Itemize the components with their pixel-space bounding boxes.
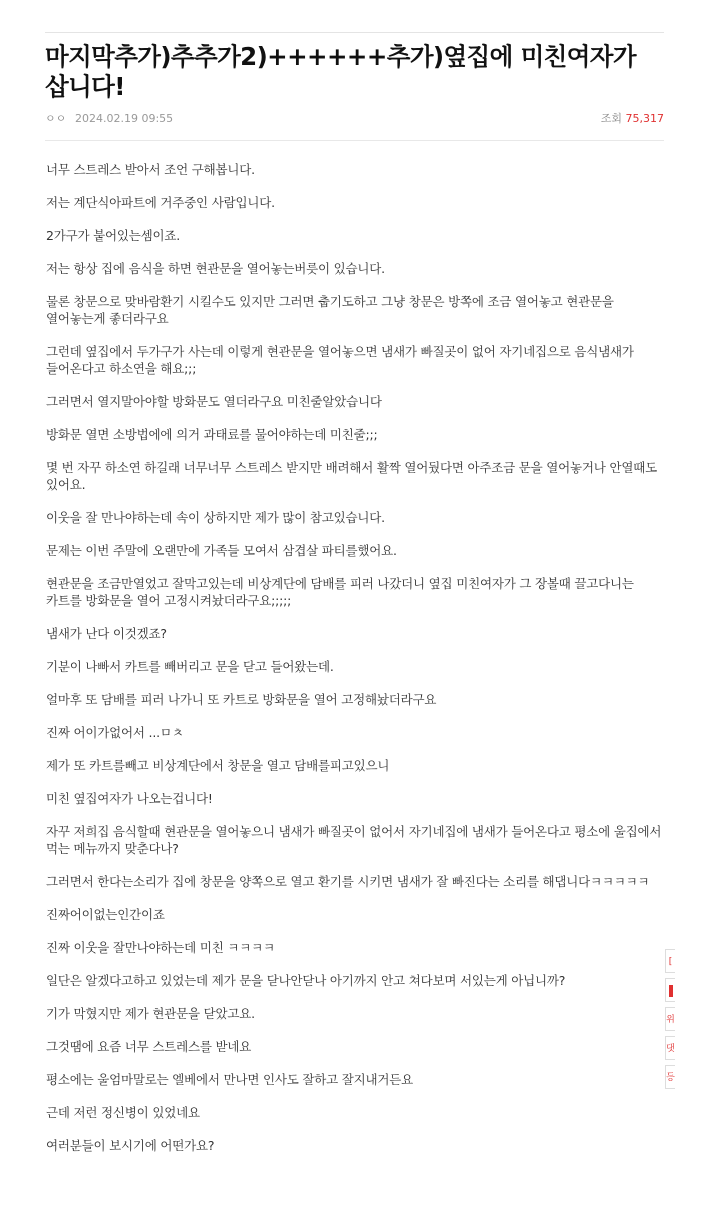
content-paragraph: 진짜 이웃을 잘만나야하는데 미친 ㅋㅋㅋㅋ <box>46 940 275 955</box>
post-date: 2024.02.19 09:55 <box>75 112 174 125</box>
side-tool-bar <box>665 949 677 1094</box>
meta-divider <box>45 140 664 141</box>
content-paragraph: 몇 번 자꾸 하소연 하길래 너무너무 스트레스 받지만 배려해서 활짝 열어뒀다면 아주조금 문을 열어놓거나 안열때도 있어요. <box>46 460 657 492</box>
content-paragraph: 자꾸 저희집 음식할때 현관문을 열어놓으니 냄새가 빠질곳이 없어서 자기네집에 냄새가 들어온다고 평소에 울집에서 먹는 메뉴까지 맞춘다나? <box>46 824 662 856</box>
content-paragraph: 일단은 알겠다고하고 있었는데 제가 문을 닫나안닫나 아기까지 안고 쳐다보며 서있는게 아닙니까? <box>46 973 566 988</box>
content-paragraph: 방화문 열면 소방법에에 의거 과태료를 물어야하는데 미친줄;;; <box>46 427 378 442</box>
bracket-icon: [ <box>668 957 673 967</box>
comment-icon: 댓 <box>666 1044 675 1054</box>
content-paragraph: 얼마후 또 담배를 피러 나가니 또 카트로 방화문을 열어 고정해놨더라구요 <box>46 692 437 707</box>
side-button-bracket[interactable] <box>665 949 675 973</box>
content-paragraph: 진짜어이없는인간이죠 <box>46 907 165 922</box>
side-button-red[interactable] <box>665 978 675 1002</box>
content-paragraph: 진짜 어이가없어서 ...ㅁㅊ <box>46 725 184 740</box>
view-count <box>601 111 664 127</box>
post-title: 마지막추가)추추가2)++++++추가)옆집에 미친여자가 삽니다! <box>45 42 636 101</box>
content-paragraph: 저는 계단식아파트에 거주중인 사람입니다. <box>46 195 275 210</box>
view-count-value: 75,317 <box>625 112 664 125</box>
content-paragraph: 제가 또 카트를빼고 비상계단에서 창문을 열고 담배를피고있으니 <box>46 758 390 773</box>
up-icon: 위 <box>666 1015 675 1025</box>
content-paragraph: 물론 창문으로 맞바람환기 시킬수도 있지만 그러면 춥기도하고 그냥 창문은 방쪽에 조금 열어놓고 현관문을 열어놓는게 좋더라구요 <box>46 294 614 326</box>
content-paragraph: 근데 저런 정신병이 있었네요 <box>46 1105 200 1120</box>
content-paragraph: 여러분들이 보시기에 어떤가요? <box>46 1138 215 1153</box>
side-button-register[interactable] <box>665 1065 675 1089</box>
content-paragraph: 현관문을 조금만열었고 잘막고있는데 비상계단에 담배를 피러 나갔더니 옆집 미친여자가 그 장볼때 끌고다니는 카트를 방화문을 열어 고정시켜놨더라구요;;;;; <box>46 576 634 608</box>
content-paragraph: 그러면서 열지말아야할 방화문도 열더라구요 미친줄알았습니다 <box>46 394 382 409</box>
red-bar-icon <box>669 985 673 997</box>
content-paragraph: 너무 스트레스 받아서 조언 구해봅니다. <box>46 162 255 177</box>
content-paragraph: 이웃을 잘 만나야하는데 속이 상하지만 제가 많이 참고있습니다. <box>46 510 385 525</box>
top-divider <box>45 32 664 33</box>
view-count-label: 조회 <box>600 112 622 125</box>
content-paragraph: 평소에는 울엄마말로는 엘베에서 만나면 인사도 잘하고 잘지내거든요 <box>46 1072 414 1087</box>
content-paragraph: 그것땜에 요즘 너무 스트레스를 받네요 <box>46 1039 252 1054</box>
content-paragraph: 미친 옆집여자가 나오는겁니다! <box>46 791 213 806</box>
post-content <box>46 161 664 1170</box>
content-paragraph: 그런데 옆집에서 두가구가 사는데 이렇게 현관문을 열어놓으면 냄새가 빠질곳이 없어 자기네집으로 음식냄새가 들어온다고 하소연을 해요;;; <box>46 344 634 376</box>
side-button-up[interactable] <box>665 1007 675 1031</box>
content-paragraph: 문제는 이번 주말에 오랜만에 가족들 모여서 삼겹살 파티를했어요. <box>46 543 397 558</box>
content-paragraph: 그러면서 한다는소리가 집에 창문을 양쪽으로 열고 환기를 시키면 냄새가 잘 빠진다는 소리를 해댑니다ㅋㅋㅋㅋㅋ <box>46 874 650 889</box>
register-icon: 등 <box>666 1073 675 1083</box>
content-paragraph: 기가 막혔지만 제가 현관문을 닫았고요. <box>46 1006 255 1021</box>
content-paragraph: 냄새가 난다 이것겠죠? <box>46 626 167 641</box>
post-author[interactable]: ㅇㅇ <box>45 112 67 125</box>
content-paragraph: 2가구가 붙어있는셈이죠. <box>46 228 181 243</box>
content-paragraph: 기분이 나빠서 카트를 빼버리고 문을 닫고 들어왔는데. <box>46 659 334 674</box>
post-meta <box>45 111 664 127</box>
content-paragraph: 저는 항상 집에 음식을 하면 현관문을 열어놓는버릇이 있습니다. <box>46 261 385 276</box>
side-button-comment[interactable] <box>665 1036 675 1060</box>
